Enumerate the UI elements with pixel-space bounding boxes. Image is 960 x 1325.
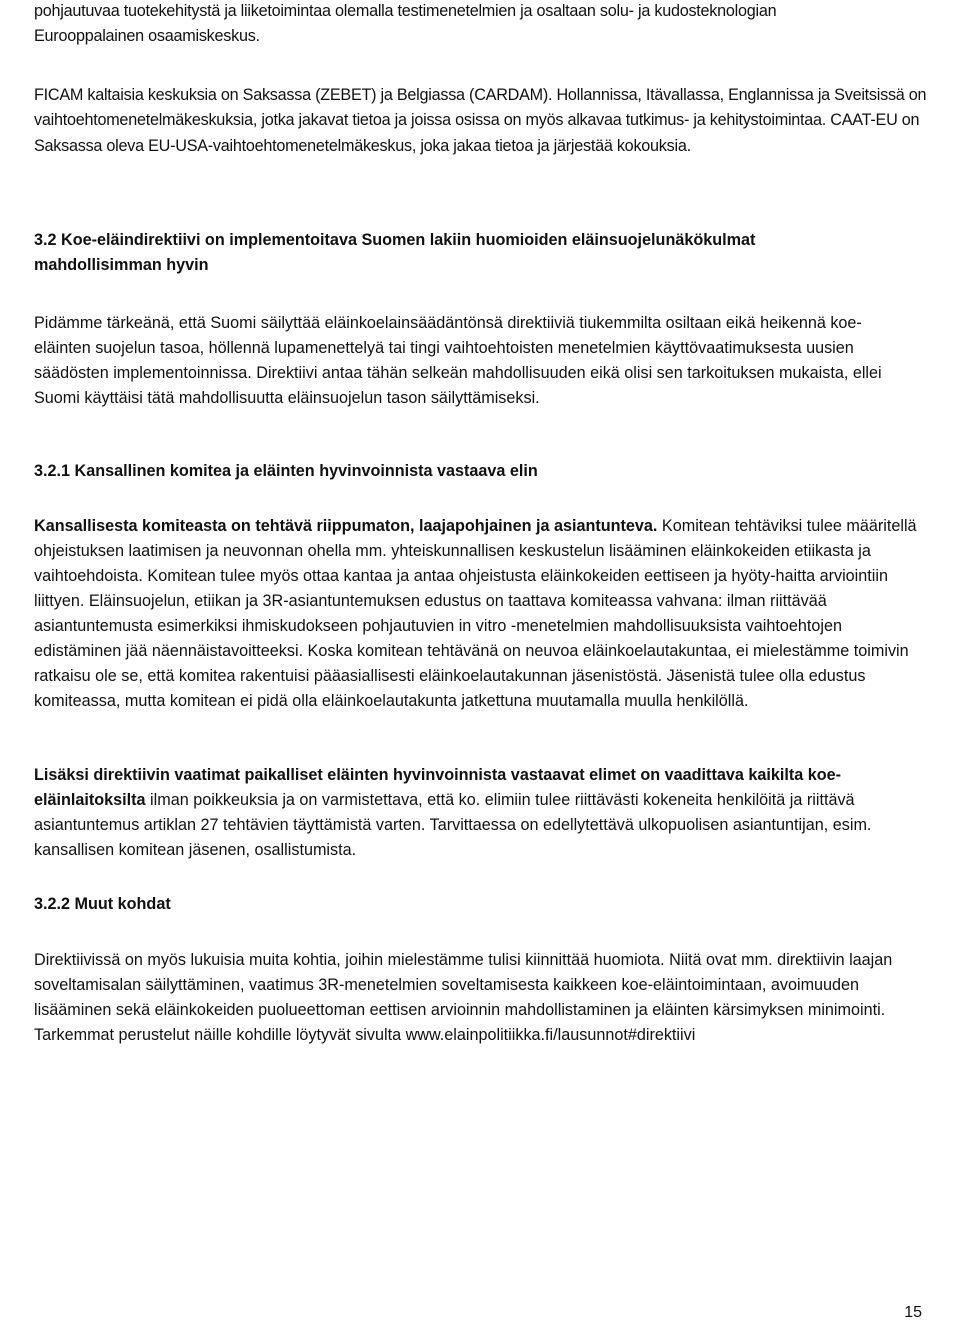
local-bodies-paragraph (34, 763, 914, 863)
intro-line-1: pohjautuvaa tuotekehitystä ja liiketoimintaa olemalla testimenetelmien ja osaltaan solu- ja kudosteknologian (34, 2, 777, 20)
section-3-2-1-heading: 3.2.1 Kansallinen komitea ja eläinten hyvinvoinnista vastaava elin (34, 462, 538, 480)
other-points-text: Direktiivissä on myös lukuisia muita kohtia, joihin mielestämme tulisi kiinnittää huomiota. Niitä ovat mm. direktiivin laajan soveltamisalan säilyttäminen, vaatimus 3R-menetelmien soveltamisesta kaikkeen koe-eläintoimintaan, avoimuuden lisääminen sekä eläinkokeiden puolueettoman eettisen arvioinnin mahdollistaminen ja eläinten kärsimyksen minimointi. Tarkemmat perustelut näille kohdille löytyvät sivulta (34, 951, 893, 1044)
section-3-2-heading: 3.2 Koe-eläindirektiivi on implementoitava Suomen lakiin huomioiden eläinsuojelunäkökulmat mahdollisimman hyvin (34, 231, 756, 274)
committee-bold-lead: Kansallisesta komiteasta on tehtävä riippumaton, laajapohjainen ja asiantunteva. (34, 517, 658, 535)
intro-line-2: Eurooppalainen osaamiskeskus. (34, 27, 260, 46)
page-number: 15 (904, 1304, 922, 1321)
local-bodies-bold-lead: Lisäksi direktiivin vaatimat paikalliset eläinten hyvinvoinnista vastaavat elimet on vaadittava kaikilta koe-eläinlaitoksilta (34, 766, 842, 809)
section-3-2-text-b: Direktiivi antaa tähän selkeän mahdollisuuden eikä olisi sen tarkoituksen mukaista, ellei Suomi käyttäisi tätä mahdollisuutta eläinsuojelun tason säilyttämiseksi. (34, 364, 882, 407)
committee-text: Komitean tehtäviksi tulee määritellä ohjeistuksen laatimisen ja neuvonnan ohella mm. yhteiskunnallisen keskustelun lisääminen eläinkokeiden etiikasta ja vaihtoehdoista. Komitean tulee myös ottaa kantaa ja antaa ohjeistusta eläinkokeiden eettiseen ja hyöty-haitta arviointiin liittyen. Eläinsuojelun, etiikan ja 3R-asiantuntemuksen edustus on taattava komiteassa vahvana: ilman riittävää asiantuntemusta esimerkiksi ihmiskudokseen pohjautuvien in vitro -menetelmien mahdollisuuksista vaihtoehtojen edistäminen jää näennäistavoitteeksi. Koska komitean tehtävänä on neuvoa eläinkoelautakuntaa, ei mielestämme toimivin ratkaisu ole se, että komitea rakentuisi pääasiallisesti eläinkoelautakunnan jäsenistöstä. Jäsenistä tulee olla edustus komiteassa, mutta komitean ei pidä olla eläinkoelautakunta jatkettuna muutamalla muulla henkilöllä. (34, 517, 917, 710)
other-points-paragraph (34, 948, 919, 1048)
ficam-text-b: CAAT-EU on Saksassa oleva EU-USA-vaihtoehtomenetelmäkeskus, joka jakaa tietoa ja järjestää kokouksia. (34, 111, 920, 155)
section-3-2-paragraph (34, 311, 914, 411)
committee-paragraph (34, 514, 924, 714)
ficam-paragraph (34, 83, 939, 159)
section-3-2-2-heading: 3.2.2 Muut kohdat (34, 895, 171, 913)
local-bodies-text: ilman poikkeuksia ja on varmistettava, että ko. elimiin tulee riittävästi kokeneita henkilöitä ja riittävä asiantuntemus artiklan 27 tehtävien täyttämistä varten. Tarvittaessa on edellytettävä ulkopuolisen asiantuntijan, esim. kansallisen komitean jäsenen, osallistumista. (34, 791, 872, 859)
website-link[interactable]: www.elainpolitiikka.fi/lausunnot#direktiivi (405, 1026, 696, 1044)
intro-paragraph (34, 0, 776, 50)
ficam-text-a: FICAM kaltaisia keskuksia on Saksassa (ZEBET) ja Belgiassa (CARDAM). Hollannissa, Itävallassa, Englannissa ja Sveitsissä on vaihtoehtomenetelmäkeskuksia, jotka jakavat tietoa ja joissa osissa on myös alkavaa tutkimus- ja kehitystoimintaa. (34, 86, 927, 130)
section-3-2-text-a: Pidämme tärkeänä, että Suomi säilyttää eläinkoelainsäädäntönsä direktiiviä tiukemmilta osiltaan eikä heikennä koe-eläinten suojelun tasoa, höllennä lupamenettelyä tai tingi vaihtoehtoisten menetelmien käyttövaatimuksesta uusien säädösten implementoinnissa. (34, 314, 862, 382)
